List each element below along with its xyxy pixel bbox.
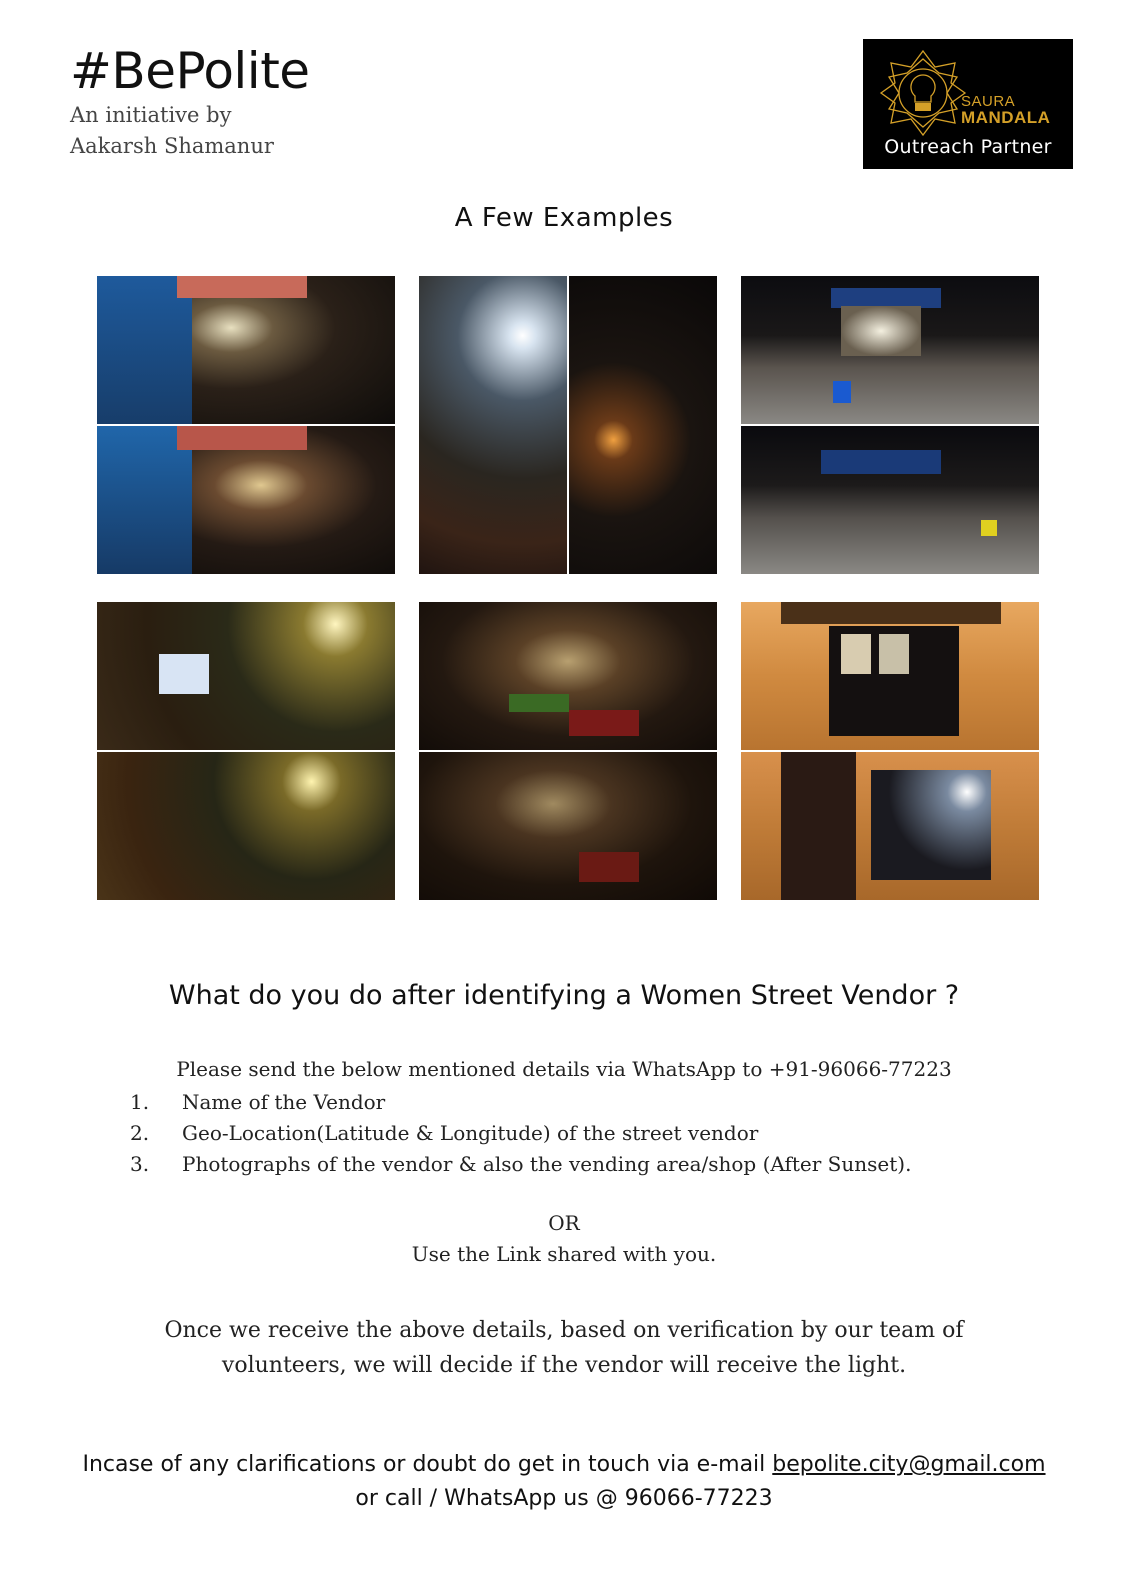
initiative-line: An initiative by [70, 103, 232, 127]
example-photo-night-market [419, 276, 717, 574]
instructions-question: What do you do after identifying a Women Street Vendor ? [168, 980, 960, 1011]
email-link[interactable]: bepolite.city@gmail.com [772, 1452, 1046, 1477]
contact-line-phone: or call / WhatsApp us @ 96066-77223 [355, 1486, 773, 1511]
step-text: Name of the Vendor [182, 1090, 386, 1114]
step-text: Geo-Location(Latitude & Longitude) of the street vendor [182, 1121, 759, 1145]
step-number: 2. [130, 1121, 150, 1145]
step-number: 1. [130, 1090, 150, 1114]
example-photo-vegetable-stalls [419, 602, 717, 900]
examples-heading: A Few Examples [454, 203, 674, 233]
logo-name-line2: MANDALA [961, 108, 1051, 127]
step-item [130, 1149, 911, 1180]
contact-prefix: Incase of any clarifications or doubt do get in touch via e-mail [82, 1452, 773, 1477]
contact-line-email [0, 1448, 1128, 1482]
lightbulb-mandala-icon [877, 47, 969, 139]
instructions-steps [130, 1087, 911, 1180]
page-title: #BePolite [70, 42, 310, 100]
step-item [130, 1087, 911, 1118]
link-instruction: Use the Link shared with you. [411, 1242, 717, 1266]
example-photo-cart-stools [741, 276, 1039, 574]
contact-info [0, 1448, 1128, 1516]
verification-line: Once we receive the above details, based on verification by our team of [164, 1318, 964, 1343]
logo-caption: Outreach Partner [884, 136, 1052, 158]
step-number: 3. [130, 1152, 150, 1176]
or-divider: OR [548, 1211, 580, 1235]
example-photo-vendor-cart [97, 276, 395, 574]
instructions-intro: Please send the below mentioned details via WhatsApp to +91-96066-77223 [176, 1057, 952, 1081]
saura-mandala-logo [863, 39, 1073, 169]
verification-line: volunteers, we will decide if the vendor will receive the light. [221, 1353, 907, 1378]
step-text: Photographs of the vendor & also the vending area/shop (After Sunset). [182, 1152, 912, 1176]
example-photo-lane-light [97, 602, 395, 900]
example-photo-amber-cart [741, 602, 1039, 900]
logo-name-line1: SAURA [961, 93, 1016, 110]
step-item [130, 1118, 911, 1149]
brand-header [70, 44, 310, 161]
verification-note [140, 1313, 988, 1383]
initiative-author: Aakarsh Shamanur [70, 134, 274, 158]
